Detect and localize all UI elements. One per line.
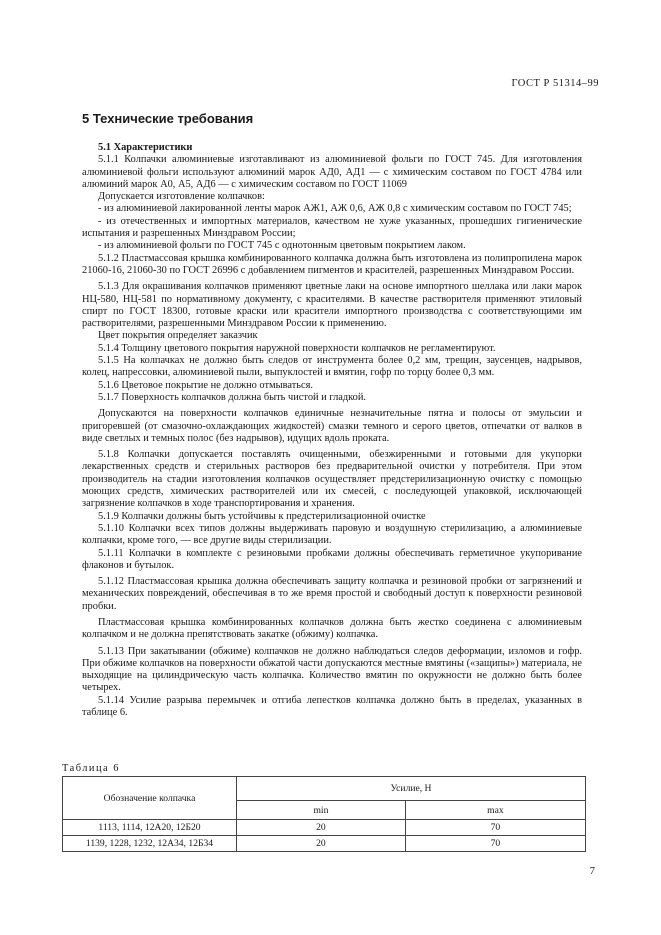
paragraph: 5.1.6 Цветовое покрытие не должно отмываться. <box>98 379 313 391</box>
paragraph: 5.1.7 Поверхность колпачков должна быть чистой и гладкой. <box>98 391 367 403</box>
paragraph: 5.1.13 При закатывании (обжиме) колпачков не должно наблюдаться следов деформации, изломов и гофр. При обжиме колпачков на поверхности обжатой части допускаются местные вмятины («защипы») материала, не выходящие на цилиндрическую часть колпачка. Количество вмятин по окружности не должно быть более четырех. <box>82 645 582 694</box>
paragraph: Пластмассовая крышка комбинированных колпачков должна быть жестко соединена с алюминиевым колпачком и не должна препятствовать закатке (обжиму) колпачка. <box>82 616 582 641</box>
paragraph: 5.1.10 Колпачки всех типов должны выдерживать паровую и воздушную стерилизацию, а алюминиевые колпачки, кроме того, — все другие виды стерилизации. <box>82 522 582 547</box>
cell-max: 70 <box>405 820 585 836</box>
paragraph: Цвет покрытия определяет заказчик <box>98 330 258 342</box>
column-header-designation: Обозначение колпачка <box>63 777 237 820</box>
table-6 <box>62 776 586 852</box>
column-header-max: max <box>405 801 585 820</box>
section-title: 5 Технические требования <box>82 111 254 126</box>
paragraph: 5.1.3 Для окрашивания колпачков применяют цветные лаки на основе импортного шеллака или лаки марок НЦ-580, НЦ-581 по нормативному документу, с красителями. В качестве растворителя применяют этиловый спирт по ГОСТ 18300, готовые краски или красители импортного производства с соответствующими им растворителями, разрешенными Минздравом России к применению. <box>82 281 582 330</box>
paragraph: 5.1.1 Колпачки алюминиевые изготавливают из алюминиевой фольги по ГОСТ 745. Для изготовления алюминиевой фольги используют алюминий марок АД0, АД1 — с химическим составом по ГОСТ 4784 или алюминий марок А0, А5, АД6 — с химическим составом по ГОСТ 11069 <box>82 154 582 190</box>
column-header-min: min <box>237 801 406 820</box>
paragraph: 5.1.2 Пластмассовая крышка комбинированного колпачка должна быть изготовлена из полипропилена марок 21060-16, 21060-30 по ГОСТ 26996 с добавлением пигментов и красителей, разрешенных Минздравом России. <box>82 252 582 276</box>
list-item: - из алюминиевой фольги по ГОСТ 745 с однотонным цветовым покрытием лаком. <box>98 240 466 252</box>
cell-min: 20 <box>237 836 406 852</box>
list-item: - из алюминиевой лакированной ленты марок АЖ1, АЖ 0,6, АЖ 0,8 с химическим составом по ГОСТ 745; <box>98 203 572 215</box>
paragraph: 5.1.12 Пластмассовая крышка должна обеспечивать защиту колпачка и резиновой пробки от загрязнений и механических повреждений, обеспечивая в то же время простой и свободный доступ к поверхности резиновой пробки. <box>82 576 582 612</box>
paragraph: 5.1.5 На колпачках не должно быть следов от инструмента более 0,2 мм, трещин, заусенцев, надрывов, колец, напрессовки, алюминиевой пыли, выпуклостей и вмятин, гофр по торцу более 0,3 мм. <box>82 355 582 379</box>
paragraph: Допускается изготовление колпачков: <box>98 191 265 203</box>
standard-header: ГОСТ Р 51314–99 <box>511 78 599 89</box>
cell-min: 20 <box>237 820 406 836</box>
list-item: - из отечественных и импортных материалов, качеством не хуже указанных, прошедших гигиенические испытания и разрешенных Минздравом России; <box>82 215 582 240</box>
paragraph: 5.1.8 Колпачки допускается поставлять очищенными, обезжиренными и готовыми для укупорки лекарственных средств и стерильных растворов без предварительной очистки у потребителя. При этом производитель на стадии изготовления колпачков осуществляет предстерилизационную очистку с помощью моющих средств, химических растворителей или их смесей, с последующей упаковкой, исключающей загрязнение колпачков в ходе транспортирования и хранения. <box>82 449 582 510</box>
paragraph: Допускаются на поверхности колпачков единичные незначительные пятна и полосы от эмульсии и пригоревшей (от смазочно-охлаждающих жидкостей) смазки темного и серого цветов, отпечатки от валков в виде светлых и темных полос (без надрывов), идущих вдоль проката. <box>82 408 582 444</box>
subsection-heading: 5.1 Характеристики <box>98 142 193 153</box>
table-row <box>63 836 586 852</box>
paragraph: 5.1.14 Усилие разрыва перемычек и отгиба лепестков колпачка должно быть в пределах, указанных в таблице 6. <box>82 694 582 719</box>
table-caption: Таблица 6 <box>62 763 120 774</box>
cell-designation: 1113, 1114, 12А20, 12Б20 <box>63 820 237 836</box>
paragraph: 5.1.9 Колпачки должны быть устойчивы к предстерилизационной очистке <box>98 510 426 522</box>
cell-max: 70 <box>405 836 585 852</box>
column-header-force: Усилие, Н <box>237 777 586 801</box>
body-text <box>82 142 582 719</box>
table-row <box>63 820 586 836</box>
page-number: 7 <box>589 866 595 877</box>
paragraph: 5.1.4 Толщину цветового покрытия наружной поверхности колпачков не регламентируют. <box>98 342 496 354</box>
paragraph: 5.1.11 Колпачки в комплекте с резиновыми пробками должны обеспечивать герметичное укупоривание флаконов и бутылок. <box>82 547 582 571</box>
cell-designation: 1139, 1228, 1232, 12А34, 12Б34 <box>63 836 237 852</box>
